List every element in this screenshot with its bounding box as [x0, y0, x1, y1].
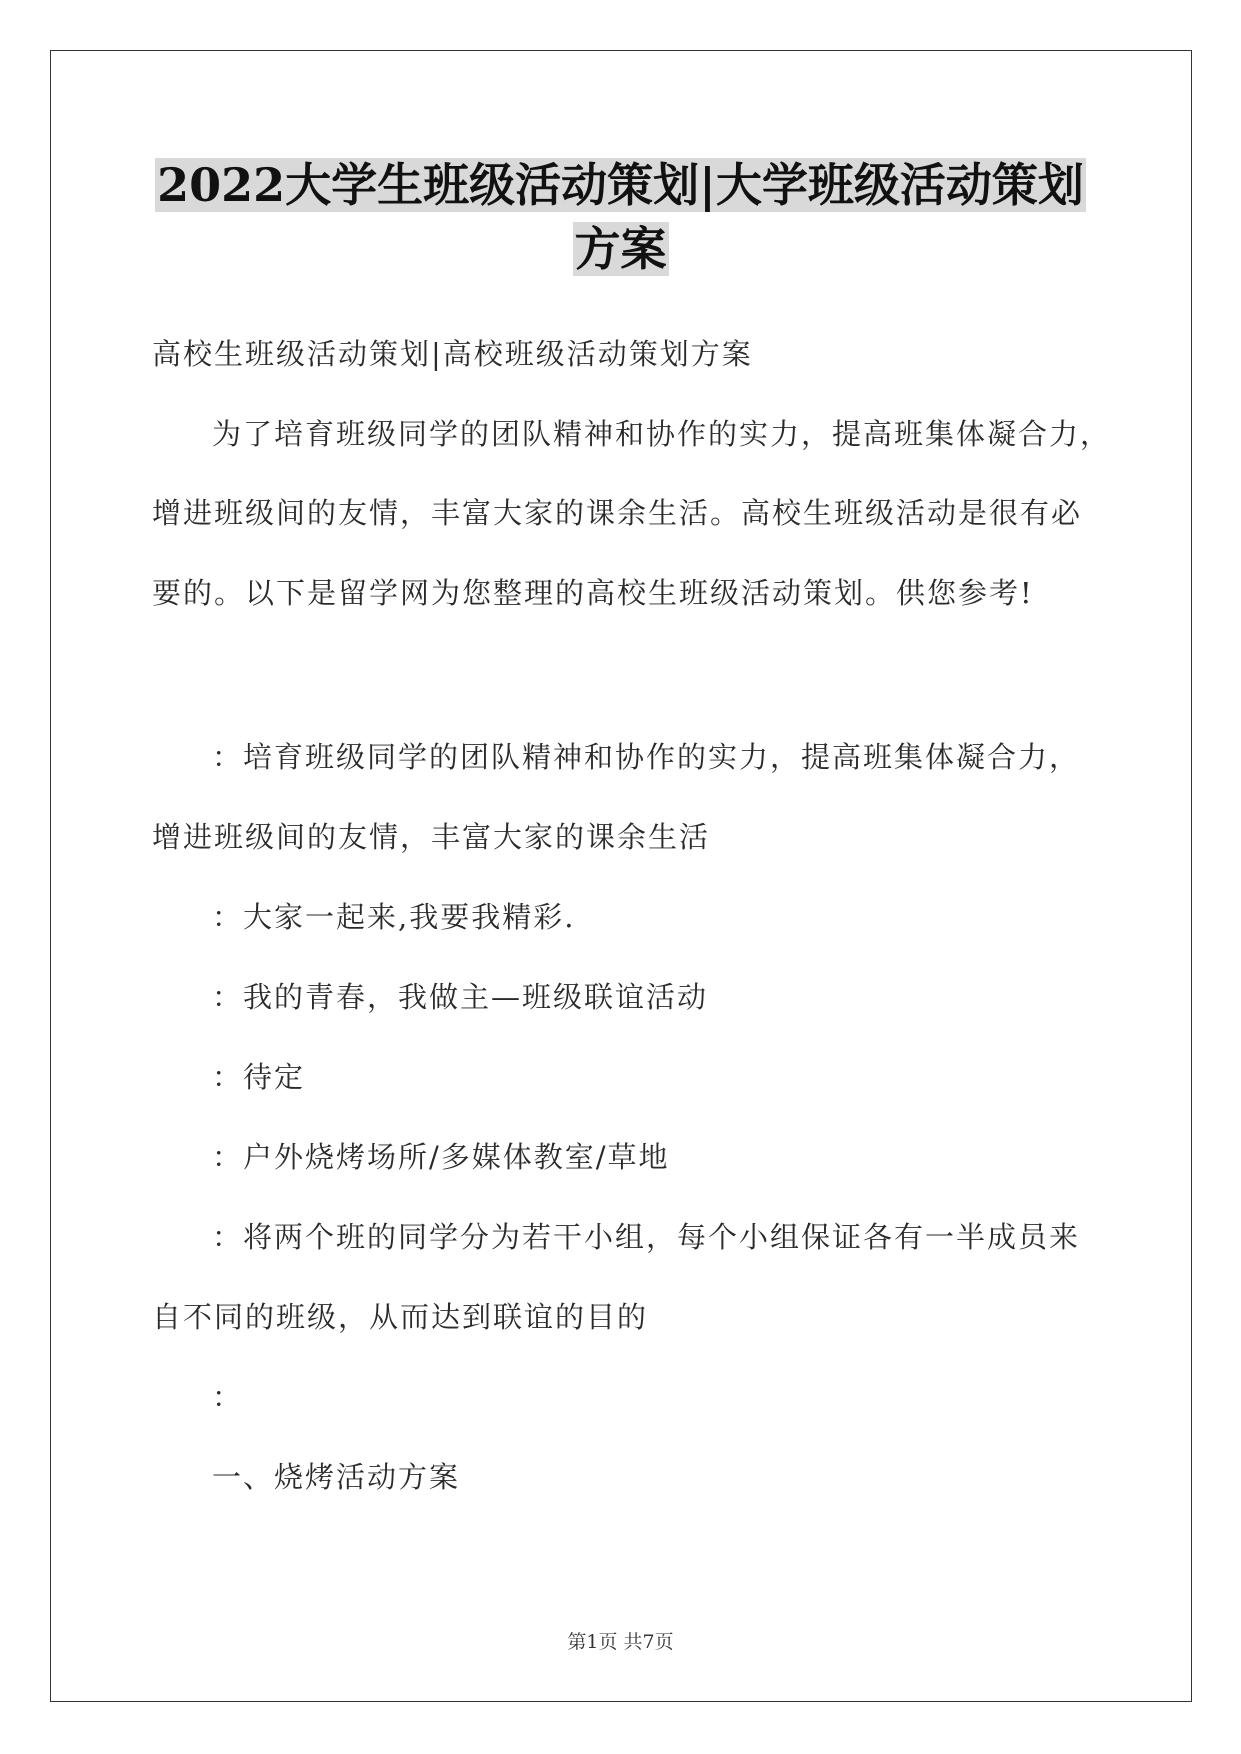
- theme-line: ：大家一起来,我要我精彩.: [212, 900, 576, 934]
- activity-name-line: ：我的青春，我做主—班级联谊活动: [212, 980, 709, 1014]
- document-title-line-1: 2022大学生班级活动策划|大学班级活动策划: [157, 158, 1084, 212]
- intro-line-3: 要的。以下是留学网为您整理的高校生班级活动策划。供您参考!: [152, 576, 1034, 610]
- intro-line-1: 为了培育班级同学的团队精神和协作的实力，提高班集体凝合力，: [212, 417, 1112, 451]
- grouping-line-1: ：将两个班的同学分为若干小组，每个小组保证各有一半成员来: [212, 1220, 1081, 1254]
- page-border: [50, 50, 1192, 1702]
- content-label-line: ：: [212, 1380, 244, 1414]
- location-line: ：户外烧烤场所/多媒体教室/草地: [212, 1140, 670, 1174]
- document-title: [0, 154, 1241, 216]
- document-title-continued: [0, 218, 1241, 280]
- intro-line-2: 增进班级间的友情，丰富大家的课余生活。高校生班级活动是很有必: [152, 496, 1083, 530]
- section-heading-bbq: 一、烧烤活动方案: [212, 1460, 461, 1494]
- purpose-line-1: ：培育班级同学的团队精神和协作的实力，提高班集体凝合力，: [212, 740, 1081, 774]
- grouping-line-2: 自不同的班级，从而达到联谊的目的: [152, 1300, 649, 1334]
- document-subtitle: 高校生班级活动策划|高校班级活动策划方案: [152, 337, 753, 371]
- document-title-line-2: 方案: [574, 222, 667, 276]
- page-number-footer: 第1页 共7页: [567, 1631, 674, 1653]
- purpose-line-2: 增进班级间的友情，丰富大家的课余生活: [152, 820, 711, 854]
- time-line: ：待定: [212, 1060, 306, 1094]
